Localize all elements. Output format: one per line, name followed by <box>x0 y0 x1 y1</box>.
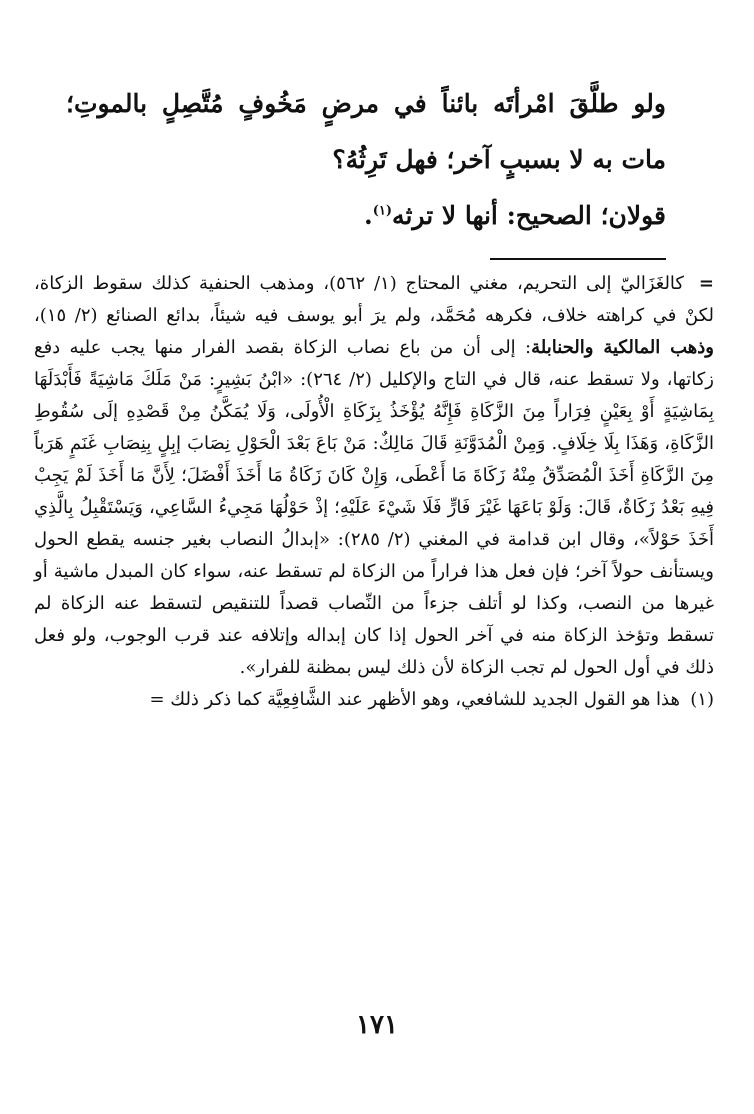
main-text <box>66 76 666 244</box>
footnote-separator <box>490 258 666 260</box>
answer-text: قولان؛ الصحيح: أنها لا ترثه <box>392 201 666 230</box>
footnote-reference: (١) <box>372 203 393 219</box>
continued-footnote-part1: كالغَزَاليّ إلى التحريم، مغني المحتاج (١/ ٥٦٢)، ومذهب الحنفية كذلك سقوط الزكاة، لكنْ في كراهته خلاف، فكرهه مُحَمَّد، ولم يرَ أبو يوسف فيه شيئاً، بدائع الصنائع (٢/ ١٥)، <box>34 273 714 326</box>
continued-footnote-bold: وذهب المالكية والحنابلة <box>531 337 715 358</box>
main-answer: قولان؛ الصحيح: أنها لا ترثه$^{(١)}$. <box>364 201 666 230</box>
continued-footnote <box>34 268 714 684</box>
footnote-1-number: (١) <box>690 689 714 710</box>
footnotes <box>34 268 714 716</box>
footnote-1-text: هذا هو القول الجديد للشافعي، وهو الأظهر عند الشَّافِعِيَّة كما ذكر ذلك <box>170 689 680 710</box>
continued-marker: = <box>698 273 714 294</box>
continued-footnote-part2: : إلى أن من باع نصاب الزكاة بقصد الفرار منها يجب عليه دفع زكاتها، ولا تسقط عنه، قال في التاج والإكليل (٢/ ٢٦٤): «ابْنُ بَشِيرٍ: مَنْ مَلَكَ مَاشِيَةً فَأَبْدَلَهَا بِمَاشِيَةٍ أَوْ بِعَيْنٍ فِرَاراً مِنَ الزَّكَاةِ فَإِنَّهُ يُؤْخَذُ بِزَكَاةِ الْأُولَى، وَلَا يُمَكَّنُ مِنْ قَصْدِهِ إلَى سُقُوطِ الزَّكَاةِ، وَهَذَا بِلَا خِلَافٍ. وَمِنْ الْمُدَوَّنَةِ قَالَ مَالِكٌ: مَنْ بَاعَ بَعْدَ الْحَوْلِ نِصَابَ إبِلٍ بِنِصَابِ غَنَمٍ هَرَباً مِنَ الزَّكَاةِ أَخَذَ الْمُصَدِّقُ مِنْهُ زَكَاةَ مَا أَعْطَى، وَإِنْ كَانَ زَكَاةُ مَا أَخَذَ أَفْضَلَ؛ لِأَنَّ مَا أَخَذَ لَمْ يَجِبْ فِيهِ بَعْدُ زَكَاةٌ، قَالَ: وَلَوْ بَاعَهَا غَيْرَ فَارٍّ فَلَا شَيْءَ عَلَيْهِ؛ إذْ حَوْلُهَا مَجِيءُ السَّاعِي، وَيَسْتَقْبِلُ بِالَّذِي أَخَذَ حَوْلاً»، وقال ابن قدامة في المغني (٢/ ٢٨٥): «إبدالُ النصاب بغير جنسه يقطع الحول ويستأنف حولاً آخر؛ فإن فعل هذا فراراً من الزكاة لم تسقط عنه، سواء كان المبدل ماشية أو غيرها من النصب، وكذا لو أتلف جزءاً من النِّصاب قصداً للتنقيص لتسقط عنه الزكاة لم تسقط وتؤخذ الزكاة منه في آخر الحول إذا كان إبداله وإتلافه عند قرب الوجوب، ولو فعل ذلك في أول الحول لم تجب الزكاة لأن ذلك ليس بمظنة للفرار». <box>34 337 714 678</box>
footnote-1 <box>34 684 714 716</box>
page-number: ١٧١ <box>356 1010 398 1040</box>
footnote-1-continues-marker: = <box>149 689 165 710</box>
main-question: ولو طلَّقَ امْرأتَه بائناً في مرضٍ مَخُوفٍ مُتَّصِلٍ بالموتِ؛ مات به لا بسببٍ آخر؛ فهل تَرِثُهُ؟ <box>66 89 666 174</box>
